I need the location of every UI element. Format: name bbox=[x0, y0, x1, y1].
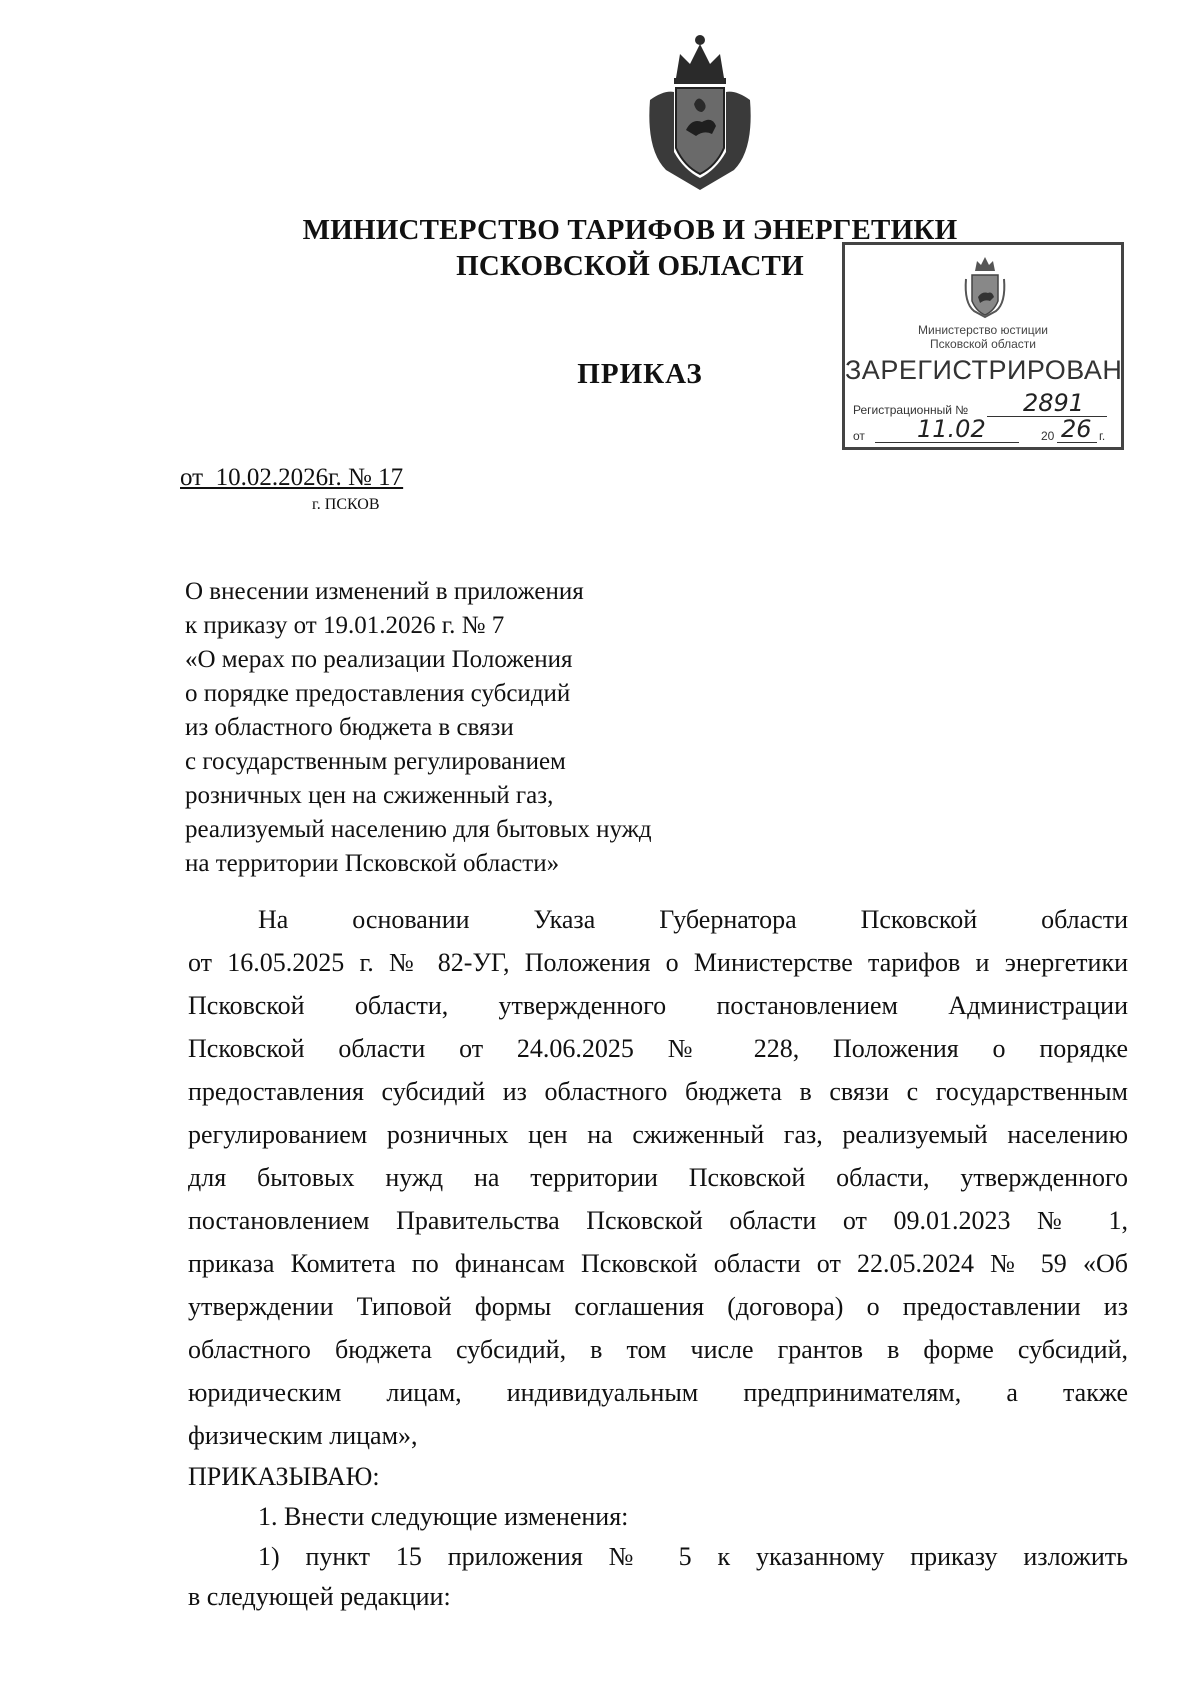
stamp-date-row bbox=[853, 415, 1113, 445]
body-line: регулированием розничных цен на сжиженный газ, реализуемый населению bbox=[188, 1120, 1128, 1149]
ministry-header-line1: МИНИСТЕРСТВО ТАРИФОВ И ЭНЕРГЕТИКИ bbox=[302, 214, 958, 246]
stamp-date-value: 11.02 bbox=[917, 415, 986, 443]
body-line: На основании Указа Губернатора Псковской области bbox=[258, 905, 1128, 934]
stamp-registered-text: ЗАРЕГИСТРИРОВАН bbox=[845, 355, 1123, 385]
body-line: Псковской области от 24.06.2025 № 228, Положения о порядке bbox=[188, 1034, 1128, 1063]
body-line: областного бюджета субсидий, в том числе грантов в форме субсидий, bbox=[188, 1335, 1128, 1364]
body-line: юридическим лицам, индивидуальным предпринимателям, а также bbox=[188, 1378, 1128, 1407]
document-title: ПРИКАЗ bbox=[577, 358, 703, 390]
stamp-date-label: от bbox=[853, 429, 865, 443]
order-item-1-1-line2: в следующей редакции: bbox=[188, 1582, 451, 1611]
body-line: приказа Комитета по финансам Псковской области от 22.05.2024 № 59 «Об bbox=[188, 1249, 1128, 1278]
subject-line: о порядке предоставления субсидий bbox=[185, 680, 571, 707]
order-item-1: 1. Внести следующие изменения: bbox=[258, 1502, 629, 1531]
order-body bbox=[188, 898, 1128, 1617]
stamp-reg-label: Регистрационный № bbox=[853, 403, 969, 417]
body-line: для бытовых нужд на территории Псковской области, утвержденного bbox=[188, 1163, 1128, 1192]
stamp-org-line2: Псковской области bbox=[930, 337, 1036, 351]
subject-line: О внесении изменений в приложения bbox=[185, 578, 584, 605]
subject-line: к приказу от 19.01.2026 г. № 7 bbox=[185, 612, 505, 639]
order-word: ПРИКАЗЫВАЮ: bbox=[188, 1462, 380, 1491]
body-line: Псковской области, утвержденного постановлением Администрации bbox=[188, 991, 1128, 1020]
stamp-org-line1: Министерство юстиции bbox=[918, 323, 1048, 337]
order-subject bbox=[185, 575, 652, 881]
coat-of-arms-emblem bbox=[636, 30, 764, 194]
subject-line: реализуемый населению для бытовых нужд bbox=[185, 816, 652, 843]
stamp-reg-number: 2891 bbox=[1023, 389, 1085, 417]
subject-line: розничных цен на сжиженный газ, bbox=[185, 782, 554, 809]
subject-line: с государственным регулированием bbox=[185, 748, 566, 775]
stamp-year-value: 26 bbox=[1061, 415, 1092, 443]
body-line: от 16.05.2025 г. № 82-УГ, Положения о Министерстве тарифов и энергетики bbox=[188, 948, 1128, 977]
stamp-year-prefix: 20 bbox=[1041, 429, 1055, 443]
stamp-emblem-icon bbox=[960, 253, 1010, 319]
stamp-organization bbox=[845, 323, 1121, 351]
body-line: постановлением Правительства Псковской области от 09.01.2023 № 1, bbox=[188, 1206, 1128, 1235]
body-line: предоставления субсидий из областного бюджета в связи с государственным bbox=[188, 1077, 1128, 1106]
order-item-1-1-line1: 1) пункт 15 приложения № 5 к указанному приказу изложить bbox=[258, 1542, 1128, 1571]
order-date-number: от 10.02.2026г. № 17 bbox=[180, 464, 404, 491]
body-line: физическим лицам», bbox=[188, 1421, 418, 1450]
order-city: г. ПСКОВ bbox=[312, 496, 380, 513]
subject-line: «О мерах по реализации Положения bbox=[185, 646, 573, 673]
body-line: утверждении Типовой формы соглашения (договора) о предоставлении из bbox=[188, 1292, 1128, 1321]
subject-line: на территории Псковской области» bbox=[185, 850, 560, 877]
stamp-year-suffix: г. bbox=[1099, 429, 1106, 443]
subject-line: из областного бюджета в связи bbox=[185, 714, 514, 741]
registration-stamp bbox=[842, 242, 1124, 450]
ministry-header-line2: ПСКОВСКОЙ ОБЛАСТИ bbox=[456, 250, 804, 282]
